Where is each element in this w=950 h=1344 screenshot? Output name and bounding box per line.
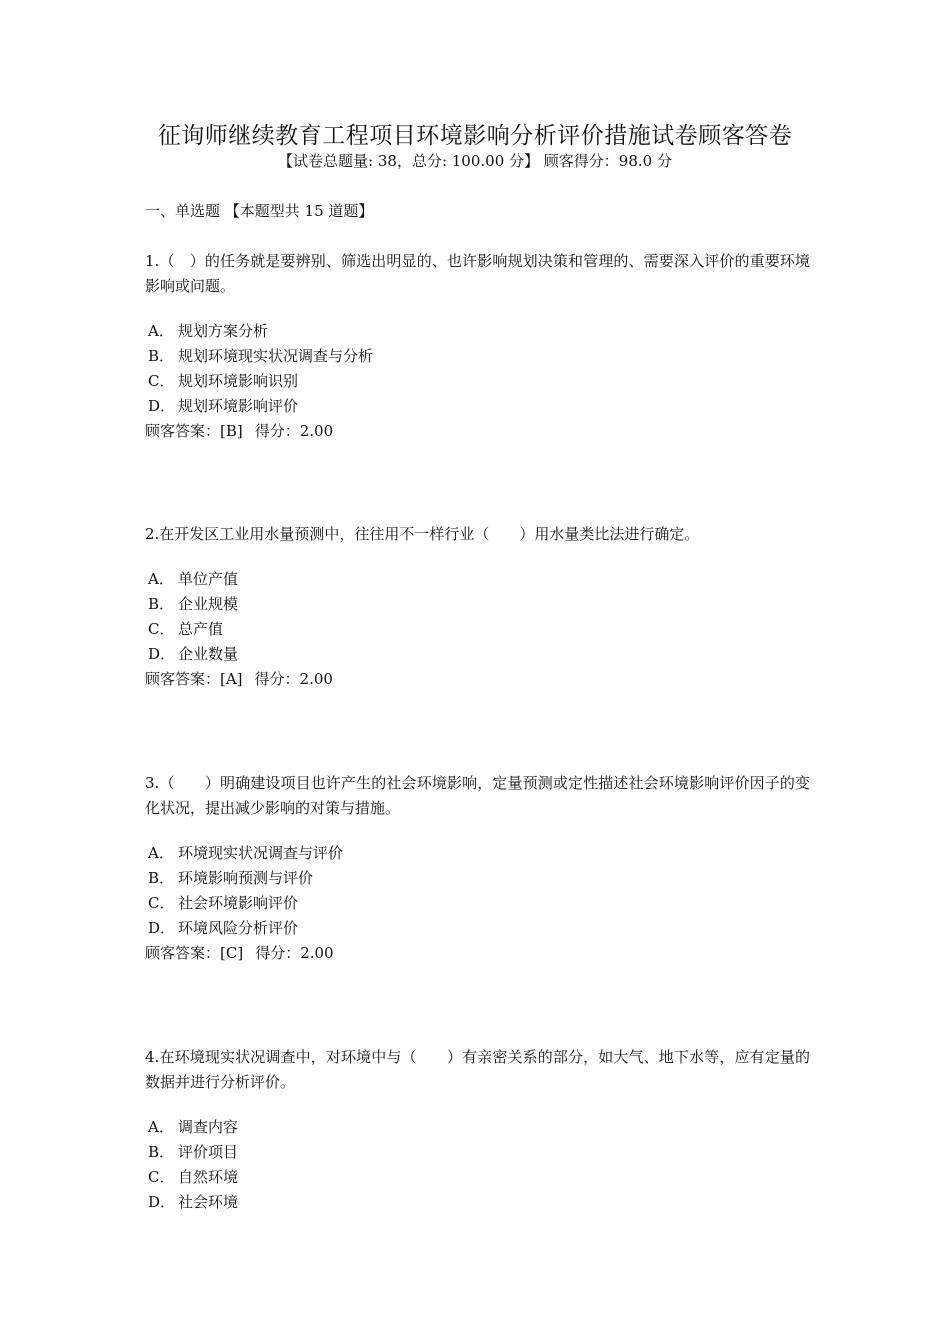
option-a: A． 单位产值 bbox=[148, 570, 239, 588]
option-b: B． 环境影响预测与评价 bbox=[148, 869, 314, 887]
document-title: 征询师继续教育工程项目环境影响分析评价措施试卷顾客答卷 bbox=[157, 123, 793, 149]
option-list bbox=[145, 1115, 810, 1215]
question-2 bbox=[145, 522, 810, 692]
option-a: A． 环境现实状况调查与评价 bbox=[148, 844, 344, 862]
question-3 bbox=[145, 771, 810, 966]
answer-line bbox=[145, 941, 810, 966]
question-4 bbox=[145, 1045, 810, 1215]
option-c: C． 规划环境影响识别 bbox=[148, 372, 299, 390]
option-b: B． 评价项目 bbox=[148, 1143, 239, 1161]
question-stem: 4.在环境现实状况调查中，对环境中与（ ）有亲密关系的部分，如大气、地下水等，应有定量的数据并进行分析评价。 bbox=[145, 1048, 810, 1091]
customer-answer: 顾客答案：[B] bbox=[145, 422, 243, 440]
customer-answer: 顾客答案：[C] bbox=[145, 944, 244, 962]
option-d: D． 规划环境影响评价 bbox=[148, 397, 299, 415]
answer-line bbox=[145, 419, 810, 444]
answer-line bbox=[145, 667, 810, 692]
option-a: A． 调查内容 bbox=[148, 1118, 239, 1136]
option-list bbox=[145, 319, 810, 419]
option-list bbox=[145, 567, 810, 667]
option-b: B． 企业规模 bbox=[148, 595, 239, 613]
score: 得分：2.00 bbox=[254, 670, 333, 688]
question-stem: 1.（ ）的任务就是要辨别、筛选出明显的、也许影响规划决策和管理的、需要深入评价的重要环境影响或问题。 bbox=[145, 252, 810, 295]
option-c: C． 总产值 bbox=[148, 620, 224, 638]
section-heading: 一、单选题 【本题型共 15 道题】 bbox=[145, 202, 374, 220]
option-a: A． 规划方案分析 bbox=[148, 322, 269, 340]
question-stem: 2.在开发区工业用水量预测中，往往用不一样行业（ ）用水量类比法进行确定。 bbox=[145, 525, 700, 543]
option-c: C． 自然环境 bbox=[148, 1168, 239, 1186]
score: 得分：2.00 bbox=[255, 944, 334, 962]
option-d: D． 环境风险分析评价 bbox=[148, 919, 299, 937]
option-c: C． 社会环境影响评价 bbox=[148, 894, 299, 912]
option-d: D． 社会环境 bbox=[148, 1193, 239, 1211]
question-1 bbox=[145, 249, 810, 444]
question-stem: 3.（ ）明确建设项目也许产生的社会环境影响，定量预测或定性描述社会环境影响评价因子的变化状况，提出减少影响的对策与措施。 bbox=[145, 774, 810, 817]
document-subtitle: 【试卷总题量: 38，总分: 100.00 分】 顾客得分：98.0 分 bbox=[278, 152, 672, 170]
customer-answer: 顾客答案：[A] bbox=[145, 670, 243, 688]
option-d: D． 企业数量 bbox=[148, 645, 239, 663]
option-list bbox=[145, 841, 810, 941]
option-b: B． 规划环境现实状况调查与分析 bbox=[148, 347, 374, 365]
score: 得分：2.00 bbox=[254, 422, 334, 440]
